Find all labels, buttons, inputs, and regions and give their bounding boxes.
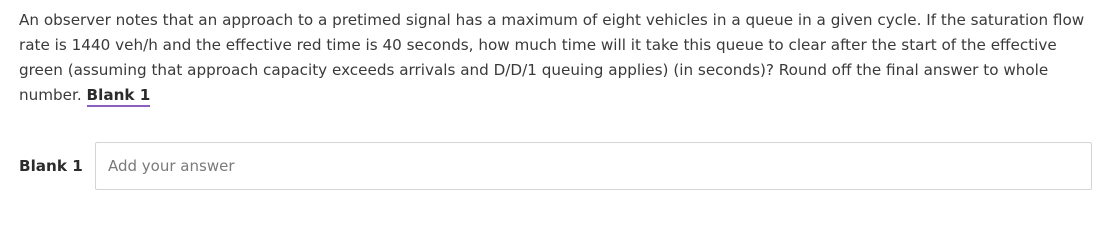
- blank-reference[interactable]: Blank 1: [87, 86, 151, 107]
- question-prompt: [19, 8, 1091, 108]
- answer-input[interactable]: [95, 142, 1092, 190]
- answer-label: Blank 1: [19, 157, 83, 175]
- answer-row: [19, 142, 1092, 190]
- question-text: An observer notes that an approach to a pretimed signal has a maximum of eight vehicles in a queue in a given cycle. If the saturation flow rate is 1440 veh/h and the effective red time is 40 seconds, how much time will it take this queue to clear after the start of the effective green (assuming that approach capacity exceeds arrivals and D/D/1 queuing applies) (in seconds)? Round off the final answer to whole number.: [19, 11, 1085, 104]
